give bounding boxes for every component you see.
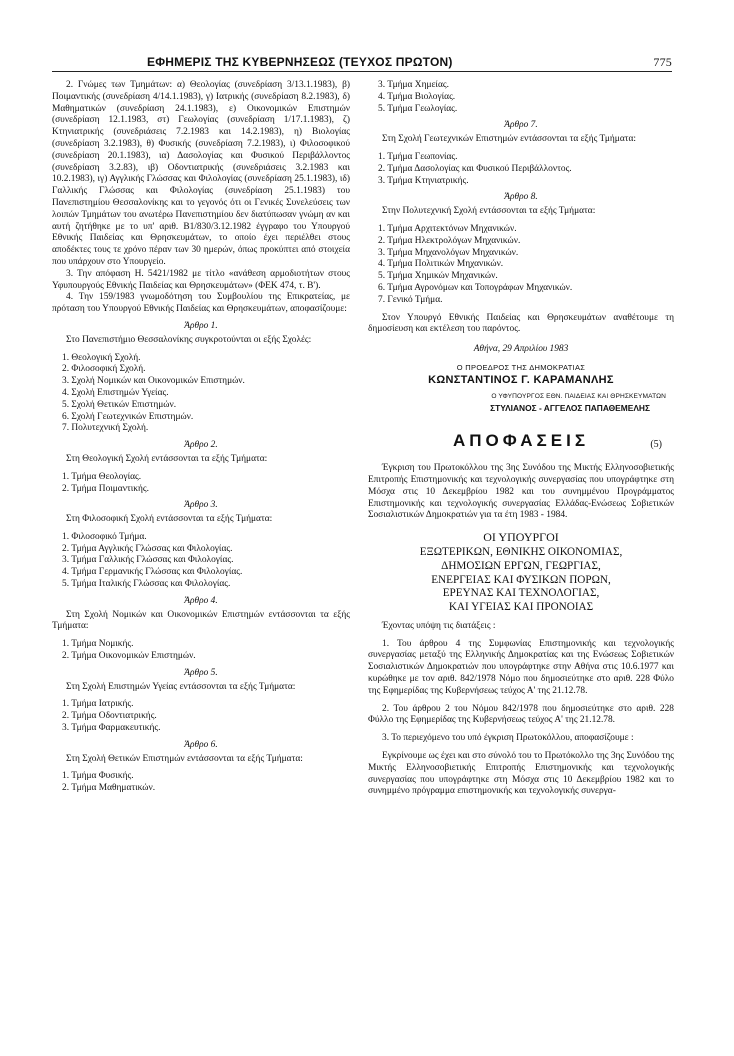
list-item: 1. Τμήμα Θεολογίας. — [62, 471, 142, 482]
list-item: 1. Τμήμα Ιατρικής. — [62, 699, 134, 710]
ministers-line: ΕΝΕΡΓΕΙΑΣ ΚΑΙ ΦΥΣΙΚΩΝ ΠΟΡΩΝ, — [431, 573, 611, 586]
list-item: 6. Σχολή Γεωτεχνικών Επιστημών. — [62, 411, 194, 422]
article-2-intro: Στη Θεολογική Σχολή εντάσσονται τα εξής Τμήματα: — [66, 453, 268, 464]
list-item: 7. Γενικό Τμήμα. — [378, 294, 443, 305]
list-item: 2. Τμήμα Δασολογίας και Φυσικού Περιβάλλοντος. — [378, 163, 572, 174]
ministers-line: ΕΡΕΥΝΑΣ ΚΑΙ ΤΕΧΝΟΛΟΓΙΑΣ, — [442, 587, 600, 600]
list-item: 2. Φιλοσοφική Σχολή. — [62, 364, 146, 375]
section-number: (5) — [650, 439, 662, 451]
article-3-heading: Άρθρο 3. — [184, 500, 218, 511]
page-header — [52, 55, 672, 71]
minister-label: Ο ΥΦΥΠΟΥΡΓΟΣ ΕΘΝ. ΠΑΙΔΕΙΑΣ ΚΑΙ ΘΡΗΣΚΕΥΜΑΤΩΝ — [491, 392, 666, 400]
article-6-intro: Στη Σχολή Θετικών Επιστημών εντάσσονται τα εξής Τμήματα: — [66, 753, 303, 764]
list-item: 1. Φιλοσοφικό Τμήμα. — [62, 531, 147, 542]
list-item: 2. Τμήμα Ποιμαντικής. — [62, 483, 149, 494]
page-number: 775 — [653, 55, 672, 69]
list-item: 3. Τμήμα Μηχανολόγων Μηχανικών. — [378, 247, 519, 258]
list-item: 4. Τμήμα Πολιτικών Μηχανικών. — [378, 259, 504, 270]
gazette-title: ΕΦΗΜΕΡΙΣ ΤΗΣ ΚΥΒΕΡΝΗΣΕΩΣ (ΤΕΥΧΟΣ ΠΡΩΤΟΝ) — [147, 55, 453, 69]
paragraph-council: 4. Την 159/1983 γνωμοδότηση του Συμβουλίου της Επικρατείας, με πρόταση του Υπουργού Εθνικής Παιδείας και Θρησκευμάτων, αποφασίζουμε: — [52, 292, 350, 315]
closing-paragraph: Στον Υπουργό Εθνικής Παιδείας και Θρησκευμάτων αναθέτουμε τη δημοσίευση και εκτέλεση του παρόντος. — [368, 312, 674, 335]
list-item: 1. Τμήμα Φυσικής. — [62, 771, 134, 782]
president-label: Ο ΠΡΟΕΔΡΟΣ ΤΗΣ ΔΗΜΟΚΡΑΤΙΑΣ — [456, 362, 586, 372]
list-item: 2. Τμήμα Αγγλικής Γλώσσας και Φιλολογίας. — [62, 543, 233, 554]
article-4-intro: Στη Σχολή Νομικών και Οικονομικών Επιστημών εντάσσονται τα εξής Τμήματα: — [52, 609, 350, 632]
article-8-heading: Άρθρο 8. — [504, 192, 538, 203]
provision-3: 3. Το περιεχόμενο του υπό έγκριση Πρωτοκόλλου, αποφασίζουμε : — [382, 733, 634, 744]
article-7-intro: Στη Σχολή Γεωτεχνικών Επιστημών εντάσσονται τα εξής Τμήματα: — [382, 134, 637, 145]
list-item: 2. Τμήμα Οδοντιατρικής. — [62, 711, 157, 722]
provision-1: 1. Του άρθρου 4 της Συμφωνίας Επιστημονικής και τεχνολογικής συνεργασίας μεταξύ της Ελληνικής Δημοκρατίας και της Ενώσεως Σοβιετικών Σοσιαλιστικών Δημοκρατιών που υπογράφτηκε στην Αθήνα στις 10.6.1977 και κυρώθηκε με τον αριθ. 842/1978 Νόμο που δημοσιεύτηκε στο αριθ. 228 Φύλο της Εφημερίδας της Κυβερνήσεως τεύχος Α' της 21.12.78. — [368, 638, 674, 696]
article-1-intro: Στο Πανεπιστήμιο Θεσσαλονίκης συγκροτούνται οι εξής Σχολές: — [66, 334, 312, 345]
list-item: 2. Τμήμα Οικονομικών Επιστημών. — [62, 651, 196, 662]
minister-name: ΣΤΥΛΙΑΝΟΣ - ΑΓΓΕΛΟΣ ΠΑΠΑΘΕΜΕΛΗΣ — [490, 403, 650, 414]
list-item: 3. Τμήμα Γαλλικής Γλώσσας και Φιλολογίας. — [62, 555, 234, 566]
list-item: 6. Τμήμα Αγρονόμων και Τοπογράφων Μηχανικών. — [378, 282, 573, 293]
list-item: 1. Τμήμα Αρχιτεκτόνων Μηχανικών. — [378, 223, 517, 234]
ministers-line: ΔΗΜΟΣΙΩΝ ΕΡΓΩΝ, ΓΕΩΡΓΙΑΣ, — [441, 559, 601, 572]
list-item: 1. Τμήμα Νομικής. — [62, 639, 134, 650]
ministers-heading: ΟΙ ΥΠΟΥΡΓΟΙ — [483, 530, 559, 545]
decision-summary: Έγκριση του Πρωτοκόλλου της 3ης Συνόδου της Μικτής Ελληνοσοβιετικής Επιτροπής Επιστημονικής και τεχνολογικής συνεργασίας που υπογράφτηκε στη Μόσχα στις 10 Δεκεμβρίου 1982 και του συνημμένου Προγράμματος Επιστημονικής και τεχνολογικής συνεργασίας Ελλάδας-Ενώσεως Σοβιετικών Σοσιαλιστικών Δημοκρατιών για τα έτη 1983 - 1984. — [368, 463, 674, 521]
approval-paragraph: Εγκρίνουμε ως έχει και στο σύνολό του το Πρωτόκολλο της 3ης Συνόδου της Μικτής Ελληνοσοβιετικής Επιτροπής Επιστημονικής και τεχνολογικής συνεργασίας που υπογράφτηκε στη Μόσχα στις 10 Δεκεμβρίου 1982 και το συνημμένο πρόγραμμα επιστημονικής και τεχνολογικής συνεργα- — [368, 751, 674, 797]
list-item: 2. Τμήμα Ηλεκτρολόγων Μηχανικών. — [378, 235, 521, 246]
list-item: 5. Τμήμα Ιταλικής Γλώσσας και Φιλολογίας. — [62, 579, 231, 590]
ministers-line: ΕΞΩΤΕΡΙΚΩΝ, ΕΘΝΙΚΗΣ ΟΙΚΟΝΟΜΙΑΣ, — [419, 545, 623, 558]
list-item: 3. Τμήμα Φαρμακευτικής. — [62, 723, 161, 734]
considering-line: Έχοντας υπόψη τις διατάξεις : — [382, 620, 496, 631]
header-rule — [52, 71, 672, 72]
list-item: 2. Τμήμα Μαθηματικών. — [62, 783, 156, 794]
decisions-section-title — [368, 433, 674, 463]
article-7-heading: Άρθρο 7. — [504, 120, 538, 131]
list-item: 1. Τμήμα Γεωπονίας. — [378, 151, 458, 162]
list-item: 5. Σχολή Θετικών Επιστημών. — [62, 399, 177, 410]
list-item: 5. Τμήμα Γεωλογίας. — [378, 103, 458, 114]
list-item: 4. Τμήμα Γερμανικής Γλώσσας και Φιλολογίας. — [62, 567, 243, 578]
article-5-heading: Άρθρο 5. — [184, 667, 218, 678]
article-3-intro: Στη Φιλοσοφική Σχολή εντάσσονται τα εξής Τμήματα: — [66, 514, 273, 525]
list-item: 3. Τμήμα Χημείας. — [378, 80, 449, 90]
list-item: 5. Τμήμα Χημικών Μηχανικών. — [378, 271, 498, 282]
article-4-heading: Άρθρο 4. — [184, 595, 218, 606]
article-6-heading: Άρθρο 6. — [184, 739, 218, 750]
left-column — [52, 80, 350, 795]
list-item: 3. Τμήμα Κτηνιατρικής. — [378, 175, 469, 186]
ministers-list — [368, 546, 674, 615]
provision-2: 2. Του άρθρου 2 του Νόμου 842/1978 που δημοσιεύτηκε στο αριθ. 228 Φύλλο της Εφημερίδας της Κυβερνήσεως τεύχος Α' της 21.12.78. — [368, 703, 674, 726]
article-2-heading: Άρθρο 2. — [184, 440, 218, 451]
article-8-intro: Στην Πολυτεχνική Σχολή εντάσσονται τα εξής Τμήματα: — [382, 206, 596, 217]
signature-date: Αθήνα, 29 Απριλίου 1983 — [473, 344, 569, 355]
paragraph-decision: 3. Την απόφαση Η. 5421/1982 με τίτλο «ανάθεση αρμοδιοτήτων στους Υφυπουργούς Εθνικής Παιδείας και Θρησκευμάτων» (ΦΕΚ 474, τ. Β'). — [52, 268, 350, 291]
paragraph-opinions: 2. Γνώμες των Τμημάτων: α) Θεολογίας (συνεδρίαση 3/13.1.1983), β) Ποιμαντικής (συνεδρίαση 4/14.1.1983), γ) Ιατρικής (συνεδρίαση 8.2.1983), δ) Μαθηματικών (συνεδρίαση 24.1.1983), ε) Οικονομικών Επιστημών (συνεδρίαση 12.1.1983, στ) Γεωλογίας (συνεδρίαση 1/17.1.1983), ζ) Κτηνιατρικής (συνεδριάσεις 7.2.1983 και 14.2.1983), η) Βιολογίας (συνεδρίαση 3.2.1983), θ) Φυσικής (συνεδρίαση 7.2.1983), ι) Φιλοσοφικού (συνεδρίαση 20.1.1983), ια) Δασολογίας και Φυσικού Περιβάλλοντος (συνεδρίαση 3.2.83), ιβ) Οδοντιατρικής (συνεδριάσεις 3.2.1983 και 10.2.1983), ιγ) Αγγλικής Γλώσσας και Φιλολογίας (συνεδρίαση 25.1.1983), ιδ) Γαλλικής Γλώσσας και Φιλολογίας (συνεδρίαση 25.1.1983) του Πανεπιστημίου Θεσσαλονίκης και το γεγονός ότι οι Γενικές Συνελεύσεις των λοιπών Τμημάτων του ανωτέρω Πανεπιστημίου δεν διατύπωσαν γνώμη αν και αυτή ζητήθηκε με το υπ' αριθ. Β1/830/3.12.1982 έγγραφο του Υπουργού Εθνικής Παιδείας και Θρησκευμάτων, το οποίο έχει περιέλθει στους αποδέκτες τους τε χρόνο πέραν των 30 ημερών, όπως προκύπτει από στοιχεία που υπάρχουν στο Υπουργείο. — [52, 80, 350, 267]
list-item: 3. Σχολή Νομικών και Οικονομικών Επιστημών. — [62, 376, 245, 387]
list-item: 7. Πολυτεχνική Σχολή. — [62, 423, 149, 434]
president-name: ΚΩΝΣΤΑΝΤΙΝΟΣ Γ. ΚΑΡΑΜΑΝΛΗΣ — [428, 373, 614, 386]
right-column — [368, 80, 674, 798]
list-item: 1. Θεολογική Σχολή. — [62, 352, 141, 363]
ministers-line: ΚΑΙ ΥΓΕΙΑΣ ΚΑΙ ΠΡΟΝΟΙΑΣ — [448, 601, 594, 614]
list-item: 4. Τμήμα Βιολογίας. — [378, 91, 456, 102]
article-1-heading: Άρθρο 1. — [184, 320, 218, 331]
article-5-intro: Στη Σχολή Επιστημών Υγείας εντάσσονται τα εξής Τμήματα: — [66, 681, 296, 692]
section-title: ΑΠΟΦΑΣΕΙΣ — [453, 431, 590, 451]
list-item: 4. Σχολή Επιστημών Υγείας. — [62, 387, 169, 398]
